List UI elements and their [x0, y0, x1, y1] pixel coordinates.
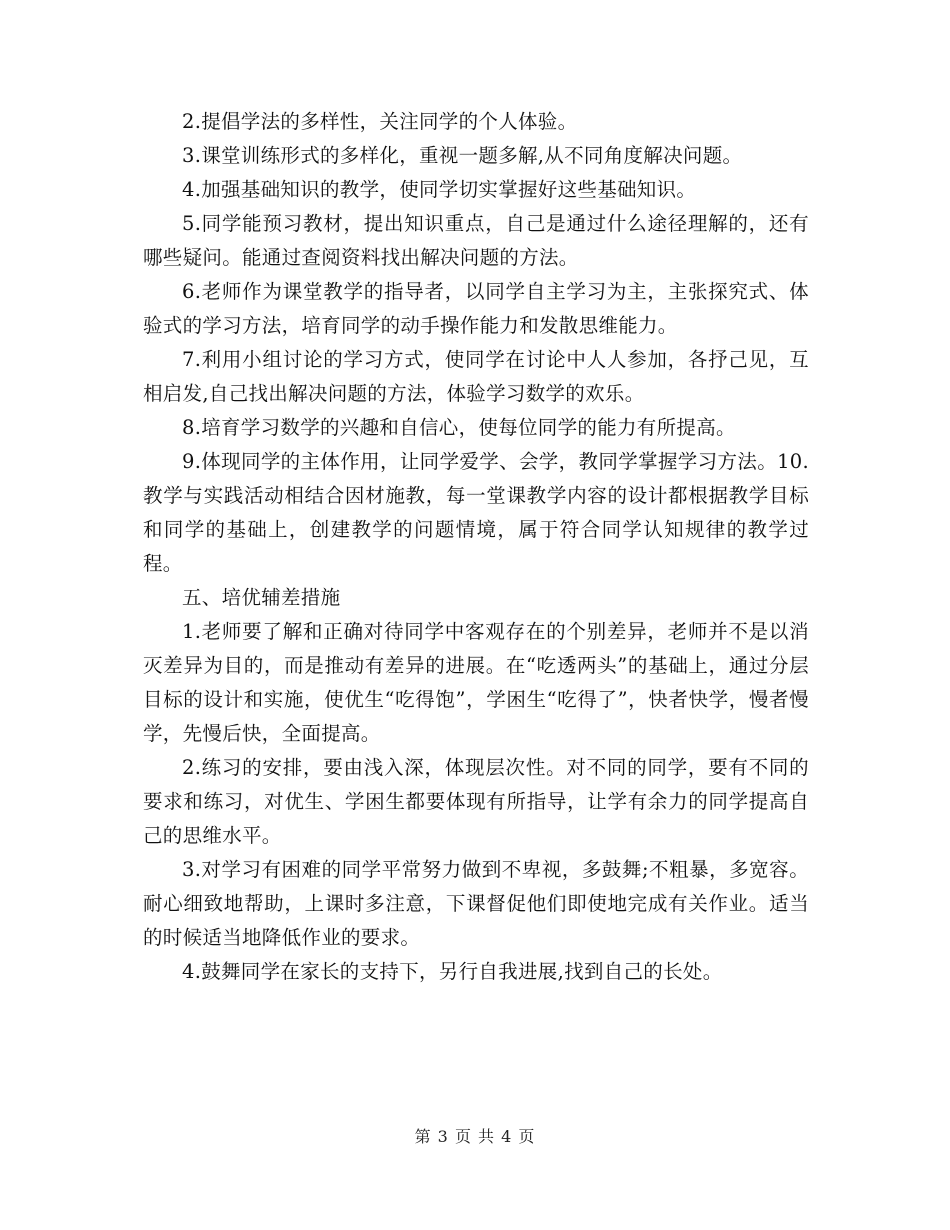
- paragraph-item-8: 8.培育学习数学的兴趣和自信心，使每位同学的能力有所提高。: [182, 416, 736, 439]
- section-paragraph-3: 3.对学习有困难的同学平常努力做到不卑视，多鼓舞;不粗暴，多宽容。耐心细致地帮助，上课时多注意，下课督促他们即使地完成有关作业。适当的时候适当地降低作业的要求。: [143, 858, 809, 949]
- paragraph-item-5: 5.同学能预习教材，提出知识重点，自己是通过什么途径理解的，还有哪些疑问。能通过查阅资料找出解决问题的方法。: [143, 212, 809, 269]
- paragraph-item-2: 2.提倡学法的多样性，关注同学的个人体验。: [182, 110, 578, 133]
- paragraph-item-6: 6.老师作为课堂教学的指导者，以同学自主学习为主，主张探究式、体验式的学习方法，培育同学的动手操作能力和发散思维能力。: [143, 280, 809, 337]
- paragraph-item-4: 4.加强基础知识的教学，使同学切实掌握好这些基础知识。: [182, 178, 697, 201]
- section-paragraph-4: 4.鼓舞同学在家长的支持下，另行自我进展,找到自己的长处。: [182, 960, 723, 983]
- page-number-footer: 第 3 页 共 4 页: [414, 1127, 536, 1146]
- section-paragraph-1: 1.老师要了解和正确对待同学中客观存在的个别差异，老师并不是以消灭差异为目的，而是推动有差异的进展。在“吃透两头”的基础上，通过分层目标的设计和实施，使优生“吃得饱”，学困生“吃得了”，快者快学，慢者慢学，先慢后快，全面提高。: [143, 620, 809, 745]
- section-paragraph-2: 2.练习的安排，要由浅入深，体现层次性。对不同的同学，要有不同的要求和练习，对优生、学困生都要体现有所指导，让学有余力的同学提高自己的思维水平。: [143, 756, 809, 847]
- paragraph-item-9: 9.体现同学的主体作用，让同学爱学、会学，教同学掌握学习方法。10.教学与实践活动相结合因材施教，每一堂课教学内容的设计都根据教学目标和同学的基础上，创建教学的问题情境，属于符合同学认知规律的教学过程。: [143, 450, 809, 575]
- paragraph-item-7: 7.利用小组讨论的学习方式，使同学在讨论中人人参加，各抒己见，互相启发,自己找出解决问题的方法，体验学习数学的欢乐。: [143, 348, 809, 405]
- section-heading: 五、培优辅差措施: [182, 586, 341, 609]
- paragraph-item-3: 3.课堂训练形式的多样化，重视一题多解,从不同角度解决问题。: [182, 144, 743, 167]
- document-body: [143, 105, 809, 989]
